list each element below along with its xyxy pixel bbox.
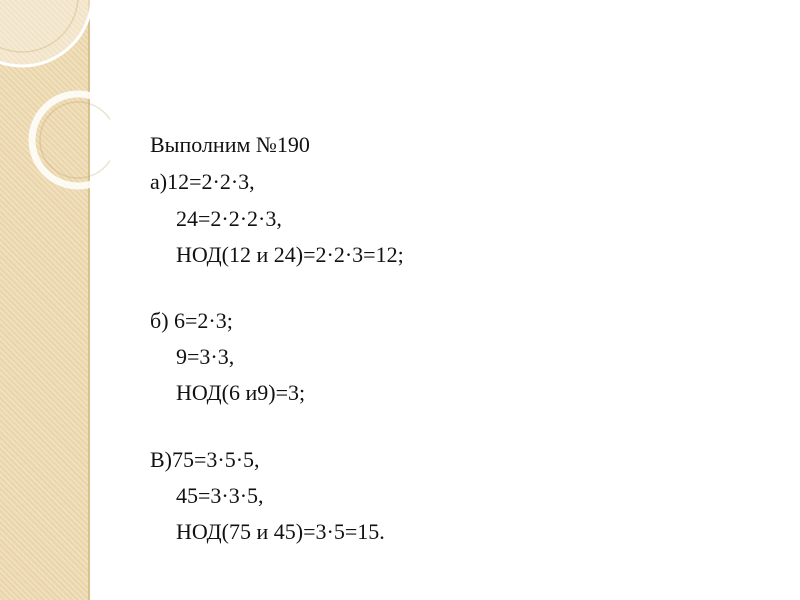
part-b-line-2: 9=3·3, [176, 344, 235, 369]
part-v-line-1: В)75=3·5·5, [150, 447, 260, 472]
part-b-line-3: НОД(6 и9)=3; [176, 380, 306, 405]
part-a-line-2: 24=2·2·2·3, [176, 206, 282, 231]
part-b-line-1: б) 6=2·3; [150, 308, 233, 333]
slide-title: Выполним №190 [150, 132, 310, 157]
part-a-line-1: а)12=2·2·3, [150, 169, 255, 194]
part-v-line-2: 45=3·3·5, [176, 483, 264, 508]
part-v-line-3: НОД(75 и 45)=3·5=15. [176, 519, 385, 544]
decorative-rings [0, 0, 110, 240]
part-a-line-3: НОД(12 и 24)=2·2·3=12; [176, 242, 404, 267]
